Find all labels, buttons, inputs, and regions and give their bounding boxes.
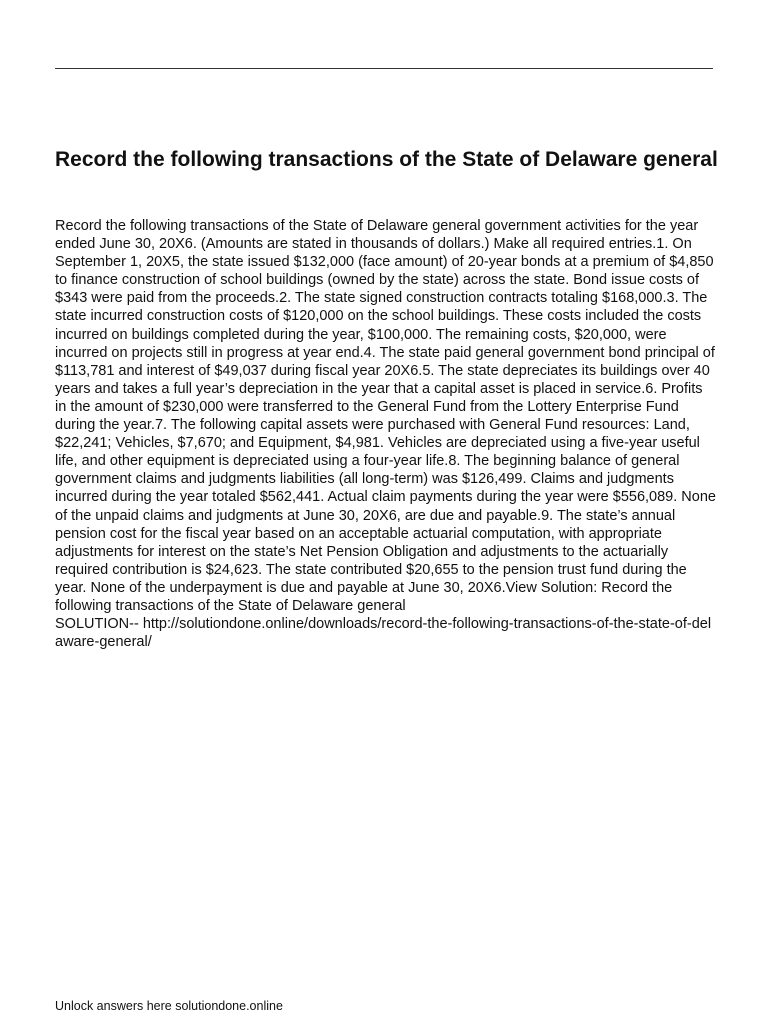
top-divider [55, 68, 713, 69]
document-title: Record the following transactions of the State of Delaware general [55, 148, 718, 171]
body-paragraph: Record the following transactions of the State of Delaware general government activities for the year ended June 30, 20X6. (Amounts are stated in thousands of dollars.) Make all required entries.1. On September 1, 20X5, the state issued $132,000 (face amount) of 20-year bonds at a premium of $4,850 to finance construction of school buildings (owned by the state) across the state. Bond issue costs of $343 were paid from the proceeds.2. The state signed construction contracts totaling $168,000.3. The state incurred construction costs of $120,000 on the school buildings. These costs included the costs incurred on buildings completed during the year, $100,000. The remaining costs, $20,000, were incurred on projects still in progress at year end.4. The state paid general government bond principal of $113,781 and interest of $49,037 during fiscal year 20X6.5. The state depreciates its buildings over 40 years and takes a full year’s depreciation in the year that a capital asset is placed in service.6. Profits in the amount of $230,000 were transferred to the General Fund from the Lottery Enterprise Fund during the year.7. The following capital assets were purchased with General Fund resources: Land, $22,241; Vehicles, $7,670; and Equipment, $4,981. Vehicles are depreciated using a five-year useful life, and other equipment is depreciated using a four-year life.8. The beginning balance of general government claims and judgments liabilities (all long-term) was $126,499. Claims and judgments incurred during the year totaled $562,441. Actual claim payments during the year were $556,089. None of the unpaid claims and judgments at June 30, 20X6, are due and payable.9. The state’s annual pension cost for the fiscal year based on an acceptable actuarial computation, with appropriate adjustments for interest on the state’s Net Pension Obligation and adjustments to the actuarially required contribution is $24,623. The state contributed $20,655 to the pension trust fund during the year. None of the underpayment is due and payable at June 30, 20X6.View Solution: Record the following transactions of the State of Delaware general [55, 218, 716, 614]
solution-label: SOLUTION-- [55, 616, 143, 633]
solution-link[interactable]: http://solutiondone.online/downloads/record-the-following-transactions-of-the-state-of-delaware-general/ [55, 616, 712, 651]
footer-unlock-text: Unlock answers here solutiondone.online [55, 999, 283, 1013]
document-body [55, 217, 717, 651]
solution-line [55, 615, 717, 651]
